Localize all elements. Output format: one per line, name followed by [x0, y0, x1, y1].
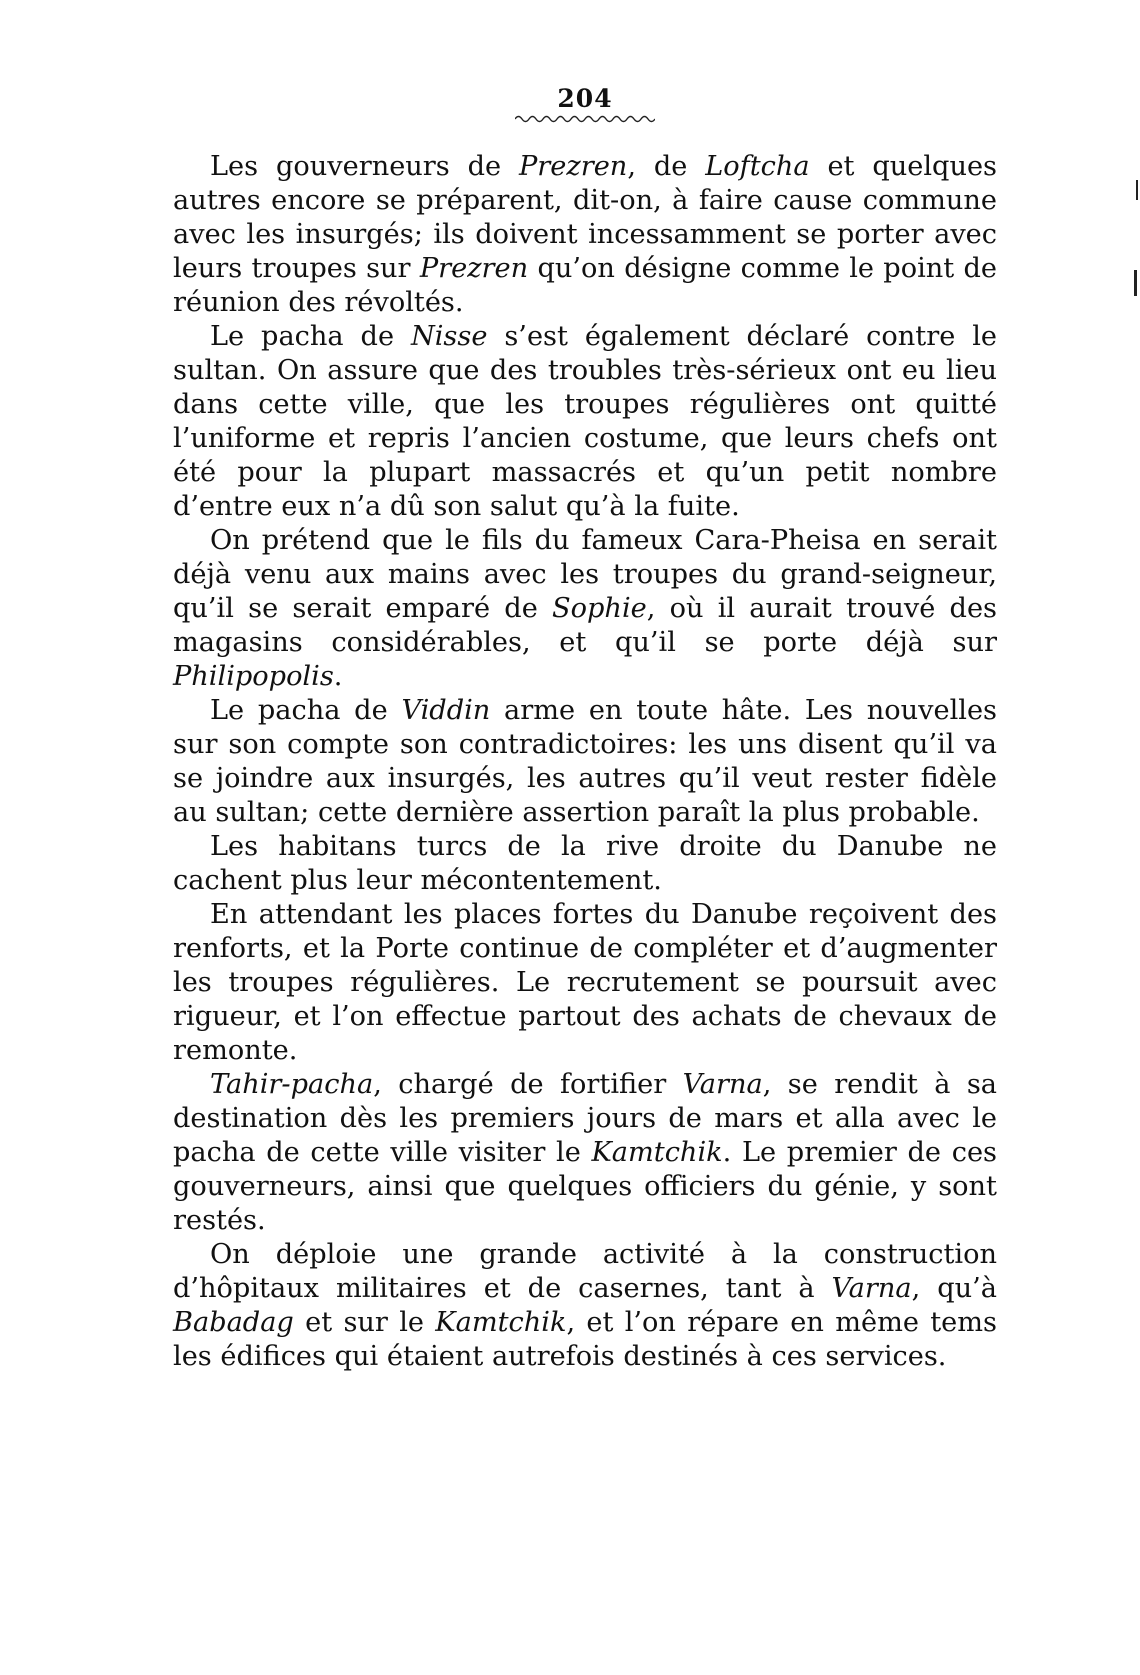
- text-run: , se rendit à sa destination dès les premiers jours de mars et alla avec le pacha de cette ville visiter le: [173, 1069, 997, 1168]
- italic-place-name: Varna: [831, 1273, 912, 1304]
- italic-place-name: Varna: [682, 1069, 763, 1100]
- text-run: arme en toute hâte. Les nouvelles sur son compte son contradictoires: les uns disent qu’il va se joindre aux insurgés, les autres qu’il veut rester fidèle au sultan; cette dernière assertion paraît la plus probable.: [173, 695, 998, 828]
- text-run: Les gouverneurs de: [210, 151, 520, 182]
- text-run: Le pacha de: [210, 695, 402, 726]
- text-run: , de: [627, 151, 706, 182]
- italic-place-name: Viddin: [401, 695, 491, 726]
- paragraph: [173, 898, 997, 1068]
- italic-place-name: Prezren: [519, 151, 628, 182]
- text-run: , où il aurait trouvé des magasins considérables, et qu’il se porte déjà sur: [173, 593, 997, 658]
- text-run: , et l’on répare en même tems les édifices qui étaient autrefois destinés à ces services.: [173, 1307, 997, 1372]
- text-run: Le pacha de: [210, 321, 411, 352]
- italic-place-name: Kamtchik: [591, 1137, 723, 1168]
- wavy-rule-ornament: [515, 114, 655, 124]
- paragraph: [173, 320, 997, 524]
- italic-place-name: Nisse: [410, 321, 488, 352]
- page-number: 204: [557, 84, 613, 113]
- margin-scan-mark: [1134, 270, 1137, 296]
- text-run: s’est également déclaré contre le sultan. On assure que des troubles très-sérieux ont eu lieu dans cette ville, que les troupes régulières ont quitté l’uniforme et repris l’ancien costume, que leurs chefs ont été pour la plupart massacrés et qu’un petit nombre d’entre eux n’a dû son salut qu’à la fuite.: [173, 321, 997, 522]
- text-run: En attendant les places fortes du Danube reçoivent des renforts, et la Porte continue de compléter et d’augmenter les troupes régulières. Le recrutement se poursuit avec rigueur, et l’on effectue partout des achats de chevaux de remonte.: [173, 899, 997, 1066]
- text-run: . Le premier de ces gouverneurs, ainsi que quelques officiers du génie, y sont restés.: [173, 1137, 997, 1236]
- italic-place-name: Loftcha: [705, 151, 810, 182]
- paragraph: [173, 830, 997, 898]
- italic-place-name: Sophie: [552, 593, 647, 624]
- text-run: Les habitans turcs de la rive droite du Danube ne cachent plus leur mécontentement.: [173, 831, 997, 896]
- text-run: , chargé de fortifier: [373, 1069, 683, 1100]
- paragraph: [173, 150, 997, 320]
- italic-place-name: Kamtchik: [435, 1307, 567, 1338]
- italic-place-name: Tahir-pacha: [210, 1069, 374, 1100]
- margin-scan-mark: [1136, 180, 1138, 200]
- italic-place-name: Philipopolis: [173, 661, 334, 692]
- text-run: On prétend que le fils du fameux Cara-Pheisa en serait déjà venu aux mains avec les troupes du grand-seigneur, qu’il se serait emparé de: [173, 525, 997, 624]
- body-text: [173, 150, 997, 1374]
- text-run: qu’on désigne comme le point de réunion des révoltés.: [173, 253, 997, 318]
- text-run: On déploie une grande activité à la construction d’hôpitaux militaires et de casernes, tant à: [173, 1239, 997, 1304]
- paragraph: [173, 1238, 997, 1374]
- italic-place-name: Prezren: [419, 253, 529, 284]
- text-run: , qu’à: [911, 1273, 997, 1304]
- text-run: et sur le: [293, 1307, 436, 1338]
- italic-place-name: Babadag: [173, 1307, 294, 1338]
- text-run: .: [333, 661, 343, 692]
- text-run: et quelques autres encore se préparent, dit-on, à faire cause commune avec les insurgés; ils doivent incessamment se porter avec leurs troupes sur: [173, 151, 997, 284]
- paragraph: [173, 694, 997, 830]
- paragraph: [173, 1068, 997, 1238]
- paragraph: [173, 524, 997, 694]
